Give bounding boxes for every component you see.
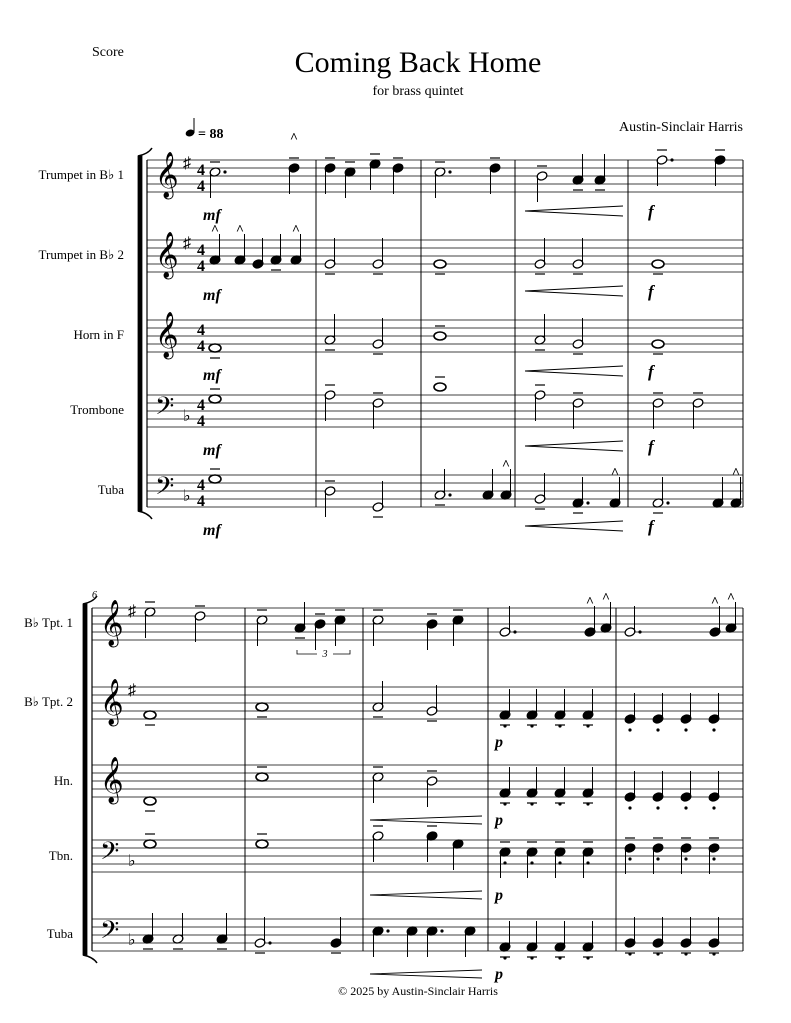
staccato-dot: [558, 802, 561, 805]
note-head: [434, 332, 446, 340]
decrescendo-hairpin: [370, 970, 482, 978]
time-sig-bottom: 4: [197, 338, 205, 355]
dynamic-mf: mf: [203, 207, 221, 224]
staccato-dot: [684, 728, 687, 731]
key-flat: ♭: [128, 853, 136, 870]
bass-clef: 𝄢: [100, 838, 120, 871]
accent-mark: ^: [731, 466, 741, 481]
staccato-dot: [586, 956, 589, 959]
note-head: [434, 383, 446, 391]
note-head: [144, 840, 156, 848]
dynamic-mf: mf: [203, 442, 221, 459]
dynamic-mf: mf: [203, 522, 221, 539]
augmentation-dot: [223, 170, 226, 173]
staccato-dot: [712, 806, 715, 809]
time-sig-top: 4: [197, 162, 205, 179]
augmentation-dot: [513, 630, 516, 633]
bass-clef: 𝄢: [155, 393, 175, 426]
dynamic-p: p: [495, 887, 503, 904]
augmentation-dot: [586, 501, 589, 504]
time-sig-bottom: 4: [197, 178, 205, 195]
instrument-abbr-trumpet-1: B♭ Tpt. 1: [24, 615, 73, 630]
augmentation-dot: [448, 170, 451, 173]
key-flat: ♭: [183, 408, 191, 425]
note-head: [256, 703, 268, 711]
staccato-dot: [628, 728, 631, 731]
note-head: [652, 340, 664, 348]
instrument-abbr-tuba: Tuba: [46, 926, 73, 941]
copyright-footer: © 2025 by Austin-Sinclair Harris: [338, 984, 498, 998]
treble-clef: 𝄞: [100, 757, 124, 802]
augmentation-dot: [268, 941, 271, 944]
bracket-hook: [83, 955, 97, 963]
staccato-dot: [684, 857, 687, 860]
dynamic-p: p: [495, 966, 503, 983]
treble-clef: 𝄞: [155, 152, 179, 197]
crescendo-hairpin: [525, 441, 623, 451]
dynamic-f: f: [648, 437, 654, 456]
instrument-name-trumpet-1: Trumpet in B♭ 1: [38, 167, 124, 182]
staccato-dot: [586, 724, 589, 727]
staccato-dot: [530, 802, 533, 805]
dynamic-mf: mf: [203, 367, 221, 384]
dynamic-p: p: [495, 812, 503, 829]
accent-mark: ^: [210, 223, 220, 238]
bass-clef: 𝄢: [100, 917, 120, 950]
staves: [83, 148, 743, 963]
key-sharp: ♯: [128, 603, 136, 620]
instrument-name-trombone: Trombone: [70, 402, 124, 417]
augmentation-dot: [638, 630, 641, 633]
staccato-dot: [656, 952, 659, 955]
bass-clef: 𝄢: [155, 473, 175, 506]
staccato-dot: [558, 724, 561, 727]
accent-mark: ^: [601, 591, 611, 606]
note-head: [652, 260, 664, 268]
staccato-dot: [530, 724, 533, 727]
crescendo-hairpin: [525, 286, 623, 296]
score-subtitle: for brass quintet: [372, 84, 464, 99]
dynamic-mf: mf: [203, 287, 221, 304]
measure-number: 6: [92, 590, 97, 601]
staccato-dot: [530, 861, 533, 864]
staccato-dot: [684, 952, 687, 955]
note-head: [209, 475, 221, 483]
time-sig-top: 4: [197, 322, 205, 339]
instrument-abbr-horn: Hn.: [53, 773, 73, 788]
crescendo-hairpin: [525, 206, 623, 216]
note-head: [144, 711, 156, 719]
accent-mark: ^: [585, 595, 595, 610]
staccato-dot: [558, 861, 561, 864]
crescendo-hairpin: [525, 521, 623, 531]
bracket-hook: [138, 511, 152, 519]
bracket-hook: [138, 148, 152, 156]
dynamic-f: f: [648, 202, 654, 221]
staccato-dot: [656, 728, 659, 731]
dynamic-f: f: [648, 362, 654, 381]
key-sharp: ♯: [183, 235, 191, 252]
treble-clef: 𝄞: [100, 679, 124, 724]
staccato-dot: [503, 956, 506, 959]
accent-mark: ^: [710, 595, 720, 610]
dynamic-f: f: [648, 282, 654, 301]
staccato-dot: [656, 806, 659, 809]
key-sharp: ♯: [183, 155, 191, 172]
key-flat: ♭: [183, 488, 191, 505]
accent-mark: ^: [501, 458, 511, 473]
tempo-marking: = 88: [198, 127, 224, 142]
accent-mark: ^: [289, 131, 299, 146]
augmentation-dot: [666, 501, 669, 504]
time-sig-bottom: 4: [197, 413, 205, 430]
treble-clef: 𝄞: [155, 232, 179, 277]
treble-clef: 𝄞: [155, 312, 179, 357]
accent-mark: ^: [235, 223, 245, 238]
time-sig-top: 4: [197, 242, 205, 259]
instrument-name-horn: Horn in F: [73, 327, 124, 342]
staccato-dot: [586, 802, 589, 805]
note-head: [209, 395, 221, 403]
tuplet-number: 3: [322, 649, 328, 660]
time-sig-top: 4: [197, 477, 205, 494]
treble-clef: 𝄞: [100, 600, 124, 645]
staccato-dot: [503, 802, 506, 805]
note-head: [434, 260, 446, 268]
instrument-name-trumpet-2: Trumpet in B♭ 2: [38, 247, 124, 262]
staccato-dot: [628, 857, 631, 860]
page-label: Score: [92, 45, 124, 60]
note-head: [256, 840, 268, 848]
time-sig-top: 4: [197, 397, 205, 414]
staccato-dot: [712, 952, 715, 955]
staccato-dot: [503, 861, 506, 864]
staccato-dot: [684, 806, 687, 809]
crescendo-hairpin: [525, 366, 623, 376]
instrument-abbr-trumpet-2: B♭ Tpt. 2: [24, 694, 73, 709]
augmentation-dot: [386, 929, 389, 932]
staccato-dot: [530, 956, 533, 959]
augmentation-dot: [448, 493, 451, 496]
staccato-dot: [628, 952, 631, 955]
note-head: [144, 797, 156, 805]
staccato-dot: [558, 956, 561, 959]
score-title: Coming Back Home: [294, 46, 542, 79]
decrescendo-hairpin: [370, 816, 482, 824]
note-head: [256, 773, 268, 781]
note-head: [209, 344, 221, 352]
instrument-name-tuba: Tuba: [97, 482, 124, 497]
dynamic-f: f: [648, 517, 654, 536]
staccato-dot: [656, 857, 659, 860]
staccato-dot: [503, 724, 506, 727]
staccato-dot: [712, 728, 715, 731]
instrument-abbr-trombone: Tbn.: [48, 848, 73, 863]
staccato-dot: [628, 806, 631, 809]
accent-mark: ^: [726, 591, 736, 606]
augmentation-dot: [440, 929, 443, 932]
composer-name: Austin-Sinclair Harris: [618, 120, 743, 135]
system-bracket: [83, 604, 87, 955]
key-sharp: ♯: [128, 682, 136, 699]
staccato-dot: [712, 857, 715, 860]
accent-mark: ^: [610, 466, 620, 481]
augmentation-dot: [670, 158, 673, 161]
decrescendo-hairpin: [370, 891, 482, 899]
accent-mark: ^: [291, 223, 301, 238]
time-sig-bottom: 4: [197, 493, 205, 510]
dynamic-p: p: [495, 734, 503, 751]
time-sig-bottom: 4: [197, 258, 205, 275]
system-bracket: [138, 156, 142, 511]
key-flat: ♭: [128, 932, 136, 949]
staccato-dot: [586, 861, 589, 864]
